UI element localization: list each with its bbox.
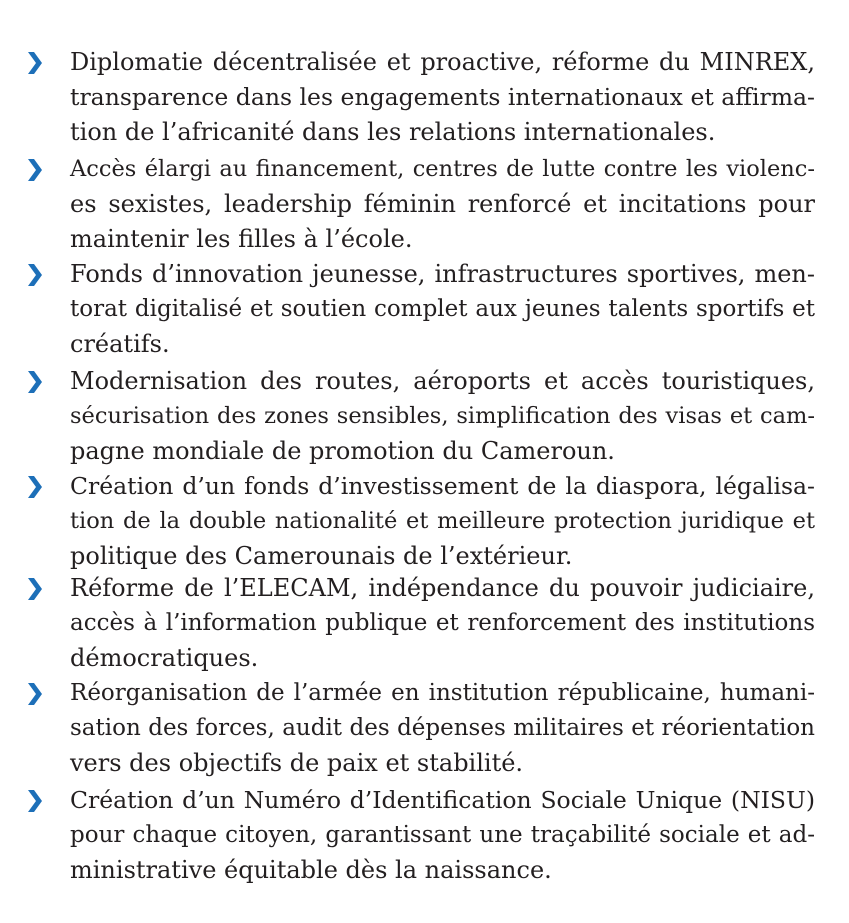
item-line: maintenir les filles à l’école.: [70, 225, 413, 253]
item-line: politique des Camerounais de l’extérieur.: [70, 542, 573, 570]
item-line: Fonds d’innovation jeunesse, infrastructures sportives, men-: [70, 260, 815, 288]
item-line: démocratiques.: [70, 644, 259, 672]
chevron-right-icon: [28, 790, 42, 812]
chevron-right-icon: [28, 371, 42, 393]
list-item: [70, 364, 815, 469]
item-line: Modernisation des routes, aéroports et accès touristiques,: [70, 367, 815, 395]
item-line: Accès élargi au financement, centres de lutte contre les violenc-: [70, 156, 815, 182]
list-item: [70, 45, 815, 150]
chevron-right-icon: [28, 52, 42, 74]
item-line: tion de l’africanité dans les relations internationales.: [70, 118, 716, 146]
chevron-right-icon: [28, 578, 42, 600]
list-item: [70, 257, 815, 362]
chevron-right-icon: [28, 159, 42, 181]
list-item: [70, 571, 815, 676]
item-line: transparence dans les engagements internationaux et affirma-: [70, 83, 815, 111]
item-line: pour chaque citoyen, garantissant une traçabilité sociale et ad-: [70, 822, 815, 848]
item-line: pagne mondiale de promotion du Cameroun.: [70, 437, 615, 465]
item-line: es sexistes, leadership féminin renforcé et incitations pour: [70, 190, 815, 218]
list-item: [70, 676, 815, 781]
list-item: [70, 152, 815, 257]
chevron-right-icon: [28, 264, 42, 286]
item-line: Réorganisation de l’armée en institution républicaine, humani-: [70, 680, 815, 706]
list-item: [70, 469, 815, 574]
list-item: [70, 783, 815, 888]
item-line: Création d’un fonds d’investissement de la diaspora, légalisa-: [70, 472, 815, 500]
item-line: sécurisation des zones sensibles, simplification des visas et cam-: [70, 403, 815, 429]
item-line: créatifs.: [70, 330, 170, 358]
item-line: ministrative équitable dès la naissance.: [70, 856, 552, 884]
item-line: Réforme de l’ELECAM, indépendance du pouvoir judiciaire,: [70, 574, 815, 602]
item-line: Diplomatie décentralisée et proactive, réforme du MINREX,: [70, 48, 815, 76]
chevron-right-icon: [28, 476, 42, 498]
item-line: torat digitalisé et soutien complet aux jeunes talents sportifs et: [70, 296, 815, 322]
chevron-right-icon: [28, 683, 42, 705]
item-line: Création d’un Numéro d’Identification Sociale Unique (NISU): [70, 786, 815, 814]
item-line: tion de la double nationalité et meilleure protection juridique et: [70, 508, 815, 534]
item-line: sation des forces, audit des dépenses militaires et réorientation: [70, 715, 815, 741]
item-line: accès à l’information publique et renforcement des institutions: [70, 610, 815, 636]
item-line: vers des objectifs de paix et stabilité.: [70, 749, 524, 777]
